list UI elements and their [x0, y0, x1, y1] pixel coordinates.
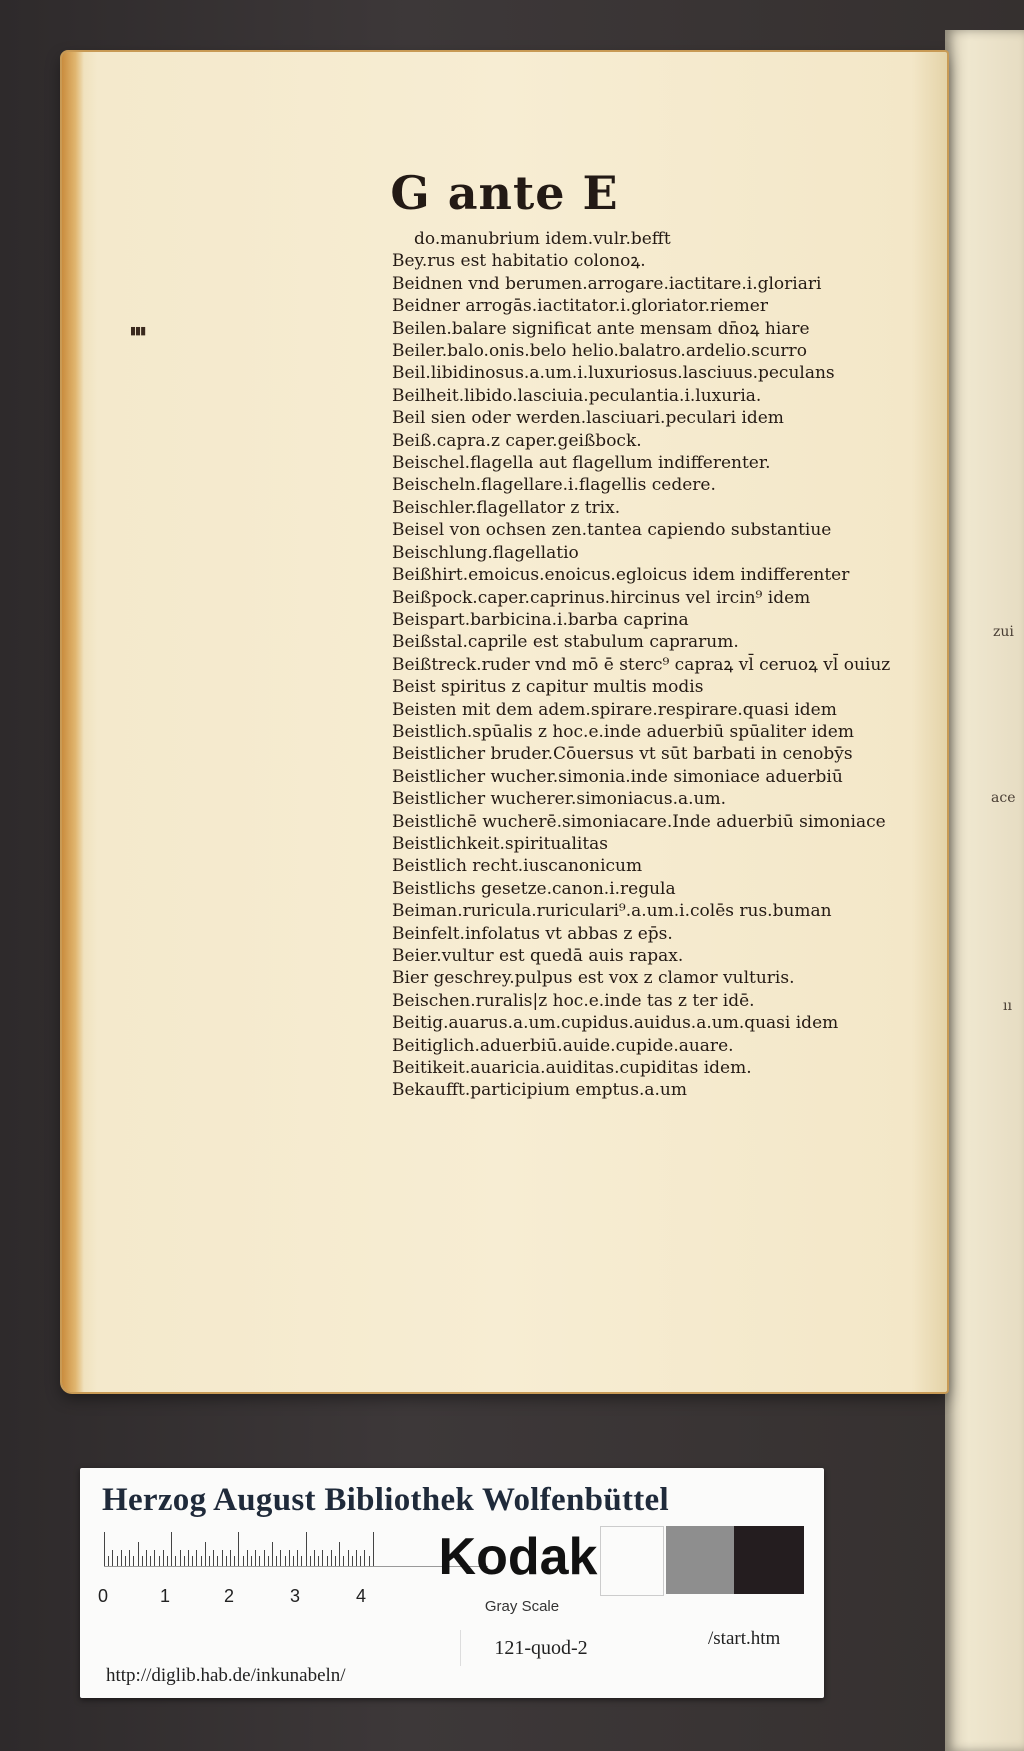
- ruler-tick: [314, 1550, 315, 1566]
- ruler-tick: [217, 1556, 218, 1566]
- kodak-logo: Kodak: [438, 1528, 598, 1586]
- entry-line: Beitikeit.auaricia.auiditas.cupiditas idem.: [392, 1058, 752, 1079]
- ruler-tick: [255, 1550, 256, 1566]
- ruler-tick: [373, 1532, 374, 1566]
- entry-line: Beiler.balo.onis.belo helio.balatro.ardelio.scurro: [392, 341, 807, 362]
- ruler-number: 3: [290, 1586, 301, 1606]
- gray-scale-label: Gray Scale: [484, 1598, 560, 1615]
- ruler-tick: [331, 1550, 332, 1566]
- entry-line: Bekaufft.participium emptus.a.um: [392, 1080, 687, 1101]
- ruler-tick: [251, 1556, 252, 1566]
- entry-line: Beisten mit dem adem.spirare.respirare.quasi idem: [392, 699, 837, 720]
- adjacent-page-fragment: ace: [991, 790, 1016, 806]
- entry-line: Beil.libidinosus.a.um.i.luxuriosus.lasciuus.peculans: [392, 363, 835, 384]
- ruler-tick: [356, 1550, 357, 1566]
- ruler-tick: [226, 1556, 227, 1566]
- ruler-tick: [272, 1542, 273, 1566]
- shelfmark: 121-quod-2: [460, 1630, 621, 1666]
- ruler-tick: [150, 1556, 151, 1566]
- ruler-tick: [213, 1550, 214, 1566]
- ruler-tick: [167, 1556, 168, 1566]
- ruler-tick: [310, 1556, 311, 1566]
- ruler-tick: [154, 1550, 155, 1566]
- gray-patch-white: [600, 1526, 664, 1596]
- entry-line: Beischeln.flagellare.i.flagellis cedere.: [392, 475, 716, 496]
- ruler-tick: [188, 1550, 189, 1566]
- entry-line: Bey.rus est habitatio colonoꝝ.: [392, 251, 646, 272]
- ruler-tick: [364, 1550, 365, 1566]
- ruler-tick: [285, 1556, 286, 1566]
- dictionary-entries: [392, 228, 992, 1102]
- entry-line: Beißtreck.ruder vnd mō ē sterc⁹ capraꝝ vl̄ ceruoꝝ vl̄ ouiuz: [392, 654, 891, 675]
- entry-line: Beistlicher bruder.Cōuersus vt sūt barbati in cenobȳs: [392, 744, 853, 765]
- entry-line: Beistlichkeit.spiritualitas: [392, 833, 609, 854]
- margin-mark: ▮▮▮: [130, 324, 146, 337]
- library-url: http://diglib.hab.de/inkunabeln/: [106, 1665, 346, 1686]
- ruler-tick: [327, 1556, 328, 1566]
- ruler-tick: [360, 1556, 361, 1566]
- entry-line: Beischel.flagella aut flagellum indifferenter.: [392, 453, 771, 474]
- ruler-tick: [133, 1556, 134, 1566]
- entry-line: Beißhirt.emoicus.enoicus.egloicus idem indifferenter: [392, 565, 850, 586]
- entry-line: Bier geschrey.pulpus est vox z clamor vulturis.: [392, 968, 795, 989]
- ruler-tick: [280, 1550, 281, 1566]
- ruler-tick: [180, 1550, 181, 1566]
- entry-line: Beistlich.spūalis z hoc.e.inde aduerbiū spūaliter idem: [392, 721, 854, 742]
- entry-line: Beispart.barbicina.i.barba caprina: [392, 609, 689, 630]
- entry-line: Beilheit.libido.lasciuia.peculantia.i.luxuria.: [392, 385, 762, 406]
- entry-line: Beiß.capra.z caper.geißbock.: [392, 430, 642, 451]
- entry-line: Beistlich recht.iuscanonicum: [392, 856, 643, 877]
- entry-line: Beinfelt.infolatus vt abbas z ep̄s.: [392, 923, 673, 944]
- entry-line: Beischler.flagellator z trix.: [392, 497, 621, 518]
- adjacent-page-fragment: ıı: [1003, 998, 1012, 1014]
- entry-line: Beilen.balare significat ante mensam dn̄oꝝ hiare: [392, 318, 810, 339]
- ruler-tick: [306, 1532, 307, 1566]
- ruler-tick: [125, 1556, 126, 1566]
- ruler-tick: [146, 1550, 147, 1566]
- ruler-tick: [243, 1556, 244, 1566]
- entry-line: do.manubrium idem.vulr.befft: [414, 229, 671, 249]
- ruler-tick: [205, 1542, 206, 1566]
- entry-line: Beischlung.flagellatio: [392, 542, 579, 563]
- ruler-tick: [209, 1556, 210, 1566]
- ruler-tick: [322, 1550, 323, 1566]
- entry-line: Beitig.auarus.a.um.cupidus.auidus.a.um.quasi idem: [392, 1013, 839, 1034]
- entry-line: Beistlicher wucher.simonia.inde simoniace aduerbiū: [392, 766, 843, 787]
- ruler-tick: [234, 1556, 235, 1566]
- ruler-tick: [352, 1556, 353, 1566]
- book-page: [62, 52, 947, 1392]
- entry-line: Beidnen vnd berumen.arrogare.iactitare.i.gloriari: [392, 273, 822, 294]
- ruler-tick: [297, 1550, 298, 1566]
- ruler-tick: [238, 1532, 239, 1566]
- entry-line: Beidner arrogās.iactitator.i.gloriator.riemer: [392, 296, 768, 317]
- ruler-tick: [293, 1556, 294, 1566]
- ruler-tick: [201, 1556, 202, 1566]
- entry-line: Beisel von ochsen zen.tantea capiendo substantiue: [392, 520, 832, 541]
- ruler-tick: [301, 1556, 302, 1566]
- page-heading: G ante E: [390, 166, 619, 220]
- ruler-number: 1: [160, 1586, 171, 1606]
- ruler-tick: [117, 1556, 118, 1566]
- ruler-number: 4: [356, 1586, 367, 1606]
- ruler-tick: [184, 1556, 185, 1566]
- ruler-tick: [138, 1542, 139, 1566]
- ruler-tick: [264, 1550, 265, 1566]
- ruler-tick: [259, 1556, 260, 1566]
- ruler-tick: [318, 1556, 319, 1566]
- ruler-number: 0: [98, 1586, 109, 1606]
- ruler-tick: [142, 1556, 143, 1566]
- start-path: /start.htm: [708, 1628, 781, 1649]
- ruler-tick: [175, 1556, 176, 1566]
- entry-line: Beil sien oder werden.lasciuari.peculari idem: [392, 408, 784, 429]
- ruler-tick: [129, 1550, 130, 1566]
- adjacent-page-fragment: zui: [993, 624, 1014, 640]
- ruler-tick: [163, 1550, 164, 1566]
- ruler-tick: [104, 1532, 105, 1566]
- gray-patch-black: [734, 1526, 804, 1594]
- ruler-tick: [247, 1550, 248, 1566]
- entry-line: Beistlichs gesetze.canon.i.regula: [392, 878, 676, 899]
- ruler-tick: [112, 1550, 113, 1566]
- ruler-tick: [108, 1556, 109, 1566]
- ruler-tick: [289, 1550, 290, 1566]
- ruler-tick: [268, 1556, 269, 1566]
- ruler-numbers: [98, 1586, 498, 1606]
- ruler-tick: [339, 1542, 340, 1566]
- entry-line: Beier.vultur est quedā auis rapax.: [392, 946, 684, 966]
- entry-line: Beistlicher wucherer.simoniacus.a.um.: [392, 789, 727, 810]
- entry-line: Beiman.ruricula.ruriculari⁹.a.um.i.colēs rus.buman: [392, 901, 832, 922]
- ruler-tick: [335, 1556, 336, 1566]
- ruler-tick: [348, 1550, 349, 1566]
- entry-line: Beist spiritus z capitur multis modis: [392, 677, 704, 698]
- gray-patch-mid: [666, 1526, 734, 1594]
- entry-line: Beißpock.caper.caprinus.hircinus vel ircin⁹ idem: [392, 587, 811, 608]
- ruler-tick: [230, 1550, 231, 1566]
- ruler-tick: [369, 1556, 370, 1566]
- entry-line: Beitiglich.aduerbiū.auide.cupide.auare.: [392, 1035, 734, 1056]
- ruler-tick: [222, 1550, 223, 1566]
- ruler-tick: [192, 1556, 193, 1566]
- entry-line: Beistlichē wucherē.simoniacare.Inde aduerbiū simoniace: [392, 811, 886, 832]
- color-calibration-card: [80, 1468, 824, 1698]
- ruler-tick: [159, 1556, 160, 1566]
- ruler-tick: [121, 1550, 122, 1566]
- ruler-tick: [343, 1556, 344, 1566]
- ruler-tick: [196, 1550, 197, 1566]
- entry-line: Beischen.ruralis|z hoc.e.inde tas z ter idē.: [392, 990, 755, 1011]
- ruler-tick: [276, 1556, 277, 1566]
- ruler-number: 2: [224, 1586, 235, 1606]
- entry-line: Beißstal.caprile est stabulum caprarum.: [392, 632, 739, 653]
- institution-name: Herzog August Bibliothek Wolfenbüttel: [102, 1482, 669, 1518]
- ruler-tick: [171, 1532, 172, 1566]
